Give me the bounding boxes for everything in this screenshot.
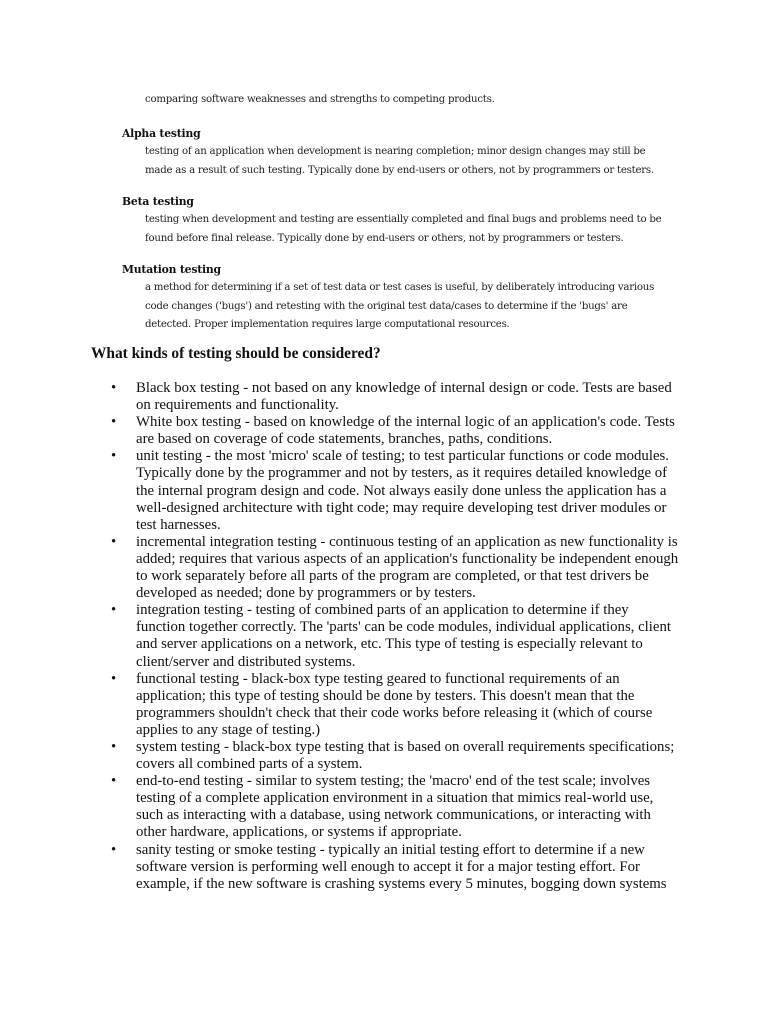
- list-item: [0, 842, 681, 893]
- list-item-text: Black box testing - not based on any knowledge of internal design or code. Tests are based on requirements and functionality.: [136, 380, 672, 414]
- list-item-text: unit testing - the most 'micro' scale of testing; to test particular functions or code modules. Typically done by the programmer and not by testers, as it requires detailed knowledge of the internal program design and code. Not always easily done unless the application has a well-designed architecture with tight code; may require developing test driver modules or test harnesses.: [136, 448, 669, 533]
- definition-alpha-testing: [122, 125, 682, 180]
- bullet-icon: •: [111, 841, 117, 858]
- list-item: [0, 602, 681, 670]
- bullet-icon: •: [111, 533, 117, 550]
- list-item: [0, 671, 681, 739]
- intro-text: comparing software weaknesses and strengths to competing products.: [145, 94, 495, 105]
- definition-mutation-testing: [122, 261, 682, 335]
- list-item-text: end-to-end testing - similar to system testing; the 'macro' end of the test scale; involves testing of a complete application environment in a situation that mimics real-world use, such as interacting with a database, using network communications, or interacting with other hardware, applications, or systems if appropriate.: [136, 773, 654, 841]
- list-item: [0, 380, 681, 414]
- list-item-text: system testing - black-box type testing that is based on overall requirements specifications; covers all combined parts of a system.: [136, 738, 675, 773]
- list-item-text: incremental integration testing - continuous testing of an application as new functionality is added; requires that various aspects of an application's functionality be independent enough to work separately before all parts of the program are completed, or that test drivers be developed as needed; done by programmers or by testers.: [136, 533, 679, 602]
- definition-description: testing when development and testing are essentially completed and final bugs and problems need to be found before final release. Typically done by end-users or others, not by programmers or testers.: [145, 214, 662, 244]
- testing-kinds-list: [0, 380, 768, 893]
- bullet-icon: •: [111, 448, 117, 465]
- list-item: [0, 773, 681, 841]
- definition-description: a method for determining if a set of test data or test cases is useful, by deliberately introducing various code changes ('bugs') and retesting with the original test data/cases to determine if the 'bugs' are detected. Proper implementation requires large computational resources.: [145, 282, 655, 330]
- definition-beta-testing: [122, 193, 682, 248]
- list-item: [0, 534, 681, 602]
- bullet-icon: •: [111, 380, 117, 396]
- bullet-icon: •: [111, 414, 117, 431]
- bullet-icon: •: [111, 773, 117, 790]
- list-item: [0, 448, 681, 533]
- section-heading: What kinds of testing should be considered?: [91, 345, 381, 362]
- list-item: [0, 739, 681, 773]
- list-item-text: White box testing - based on knowledge of the internal logic of an application's code. Tests are based on coverage of code statements, branches, paths, conditions.: [136, 414, 675, 448]
- definition-term: Mutation testing: [122, 263, 221, 276]
- list-item: [0, 414, 681, 448]
- bullet-icon: •: [111, 738, 117, 755]
- bullet-icon: •: [111, 602, 117, 619]
- list-item-text: functional testing - black-box type testing geared to functional requirements of an application; this type of testing should be done by testers. This doesn't mean that the programmers shouldn't check that their code works before releasing it (which of course applies to any stage of testing.): [136, 670, 653, 738]
- bullet-icon: •: [111, 670, 117, 687]
- definition-term: Alpha testing: [122, 127, 201, 140]
- definition-term: Beta testing: [122, 195, 194, 208]
- list-item-text: sanity testing or smoke testing - typically an initial testing effort to determine if a new software version is performing well enough to accept it for a major testing effort. For example, if the new software is crashing systems every 5 minutes, bogging down systems: [136, 841, 667, 892]
- definition-description: testing of an application when development is nearing completion; minor design changes may still be made as a result of such testing. Typically done by end-users or others, not by programmers or testers.: [145, 146, 654, 176]
- list-item-text: integration testing - testing of combined parts of an application to determine if they function together correctly. The 'parts' can be code modules, individual applications, client and server applications on a network, etc. This type of testing is especially relevant to client/server and distributed systems.: [136, 602, 671, 670]
